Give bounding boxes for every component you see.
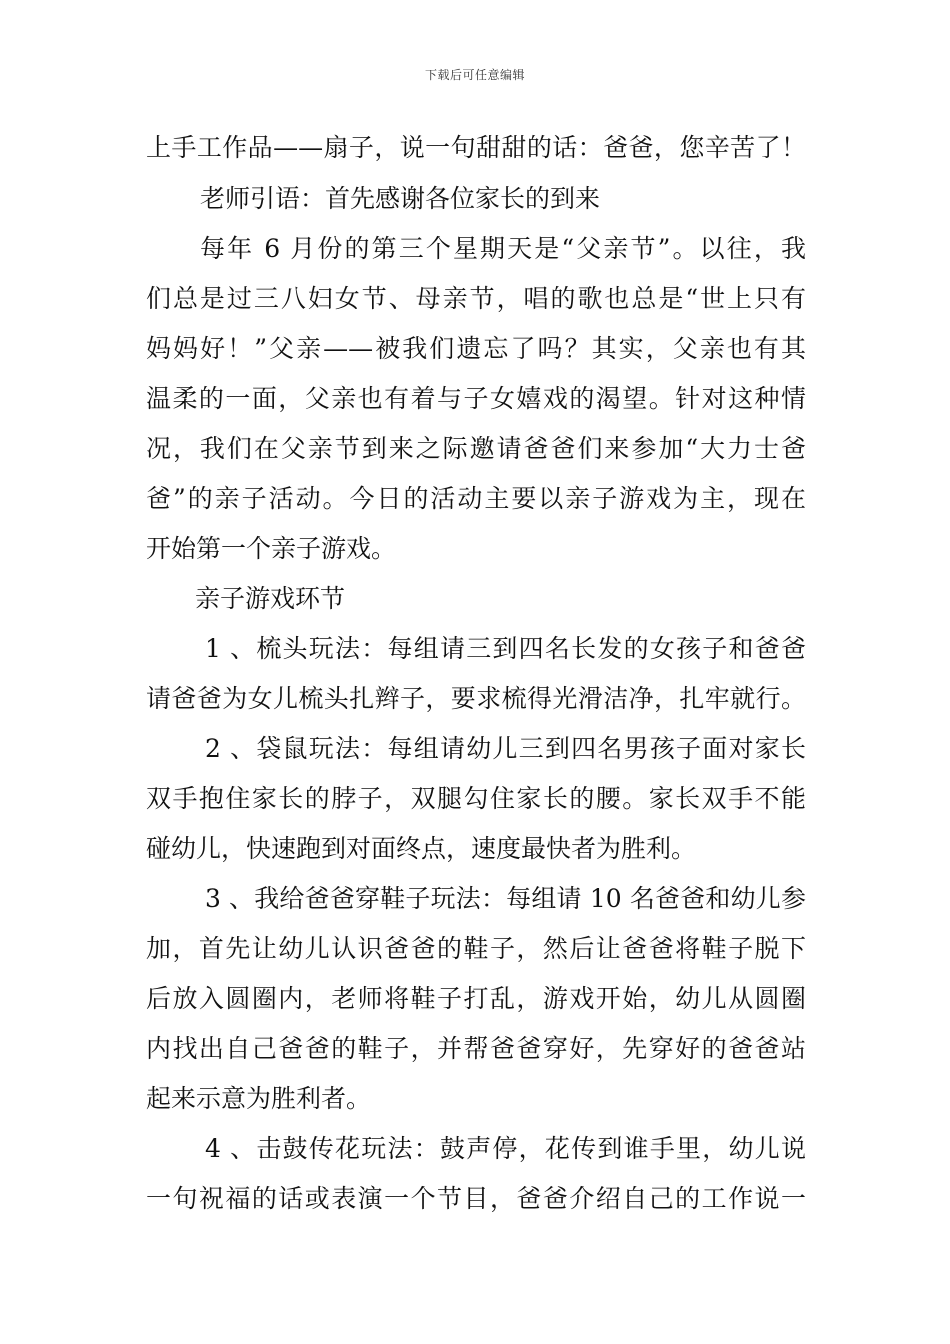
text-line-22: 一句祝福的话或表演一个节目，爸爸介绍自己的工作说一 <box>146 1184 806 1213</box>
text-line-12: 请爸爸为女儿梳头扎辫子，要求梳得光滑洁净，扎牢就行。 <box>146 684 806 713</box>
text-line-15: 碰幼儿，快速跑到对面终点，速度最快者为胜利。 <box>146 834 697 863</box>
text-line-20: 起来示意为胜利者。 <box>146 1084 372 1113</box>
text-line-7: 况，我们在父亲节到来之际邀请爸爸们来参加“大力士爸 <box>146 434 806 463</box>
text-line-3: 每年 6 月份的第三个星期天是“父亲节”。以往，我 <box>200 234 806 263</box>
text-line-6: 温柔的一面，父亲也有着与子女嬉戏的渴望。针对这种情 <box>146 384 806 413</box>
section-heading: 亲子游戏环节 <box>195 584 346 613</box>
header-note: 下载后可任意编辑 <box>424 68 525 82</box>
text-line-5: 妈妈好！”父亲——被我们遗忘了吗？其实，父亲也有其 <box>146 334 806 363</box>
text-line-13: 2 、袋鼠玩法：每组请幼儿三到四名男孩子面对家长 <box>205 734 806 763</box>
text-line-1: 上手工作品——扇子，说一句甜甜的话：爸爸，您辛苦了！ <box>146 133 806 162</box>
text-line-11: 1 、梳头玩法：每组请三到四名长发的女孩子和爸爸 <box>205 634 806 663</box>
text-line-2: 老师引语：首先感谢各位家长的到来 <box>200 184 601 213</box>
text-line-4: 们总是过三八妇女节、母亲节，唱的歌也总是“世上只有 <box>146 284 806 313</box>
text-line-21: 4 、击鼓传花玩法：鼓声停，花传到谁手里，幼儿说 <box>205 1134 806 1163</box>
text-line-18: 后放入圆圈内，老师将鞋子打乱，游戏开始，幼儿从圆圈 <box>146 984 806 1013</box>
text-line-8: 爸”的亲子活动。今日的活动主要以亲子游戏为主，现在 <box>146 484 806 513</box>
text-line-14: 双手抱住家长的脖子，双腿勾住家长的腰。家长双手不能 <box>146 784 806 813</box>
text-line-9: 开始第一个亲子游戏。 <box>146 534 397 563</box>
text-line-17: 加，首先让幼儿认识爸爸的鞋子，然后让爸爸将鞋子脱下 <box>146 934 806 963</box>
text-line-16: 3 、我给爸爸穿鞋子玩法：每组请 10 名爸爸和幼儿参 <box>205 884 806 913</box>
text-line-19: 内找出自己爸爸的鞋子，并帮爸爸穿好，先穿好的爸爸站 <box>146 1034 806 1063</box>
